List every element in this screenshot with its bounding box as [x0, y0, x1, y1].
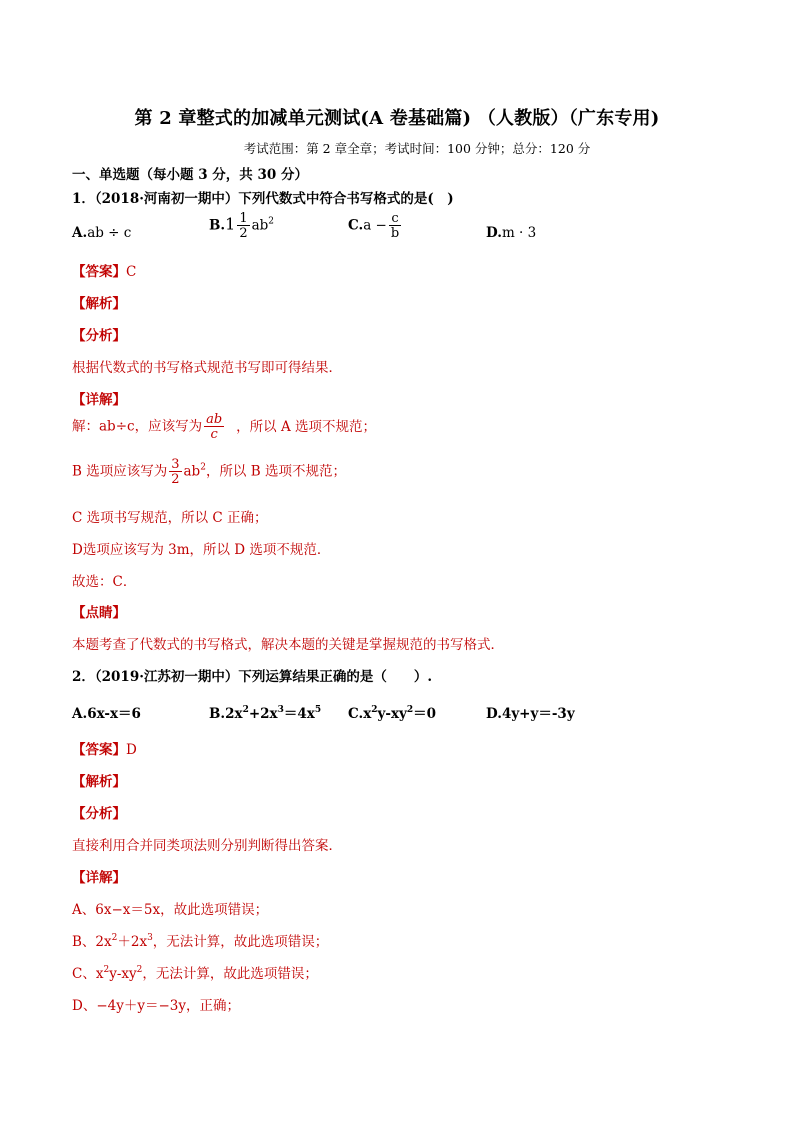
q1-option-b-fraction: $\frac{1}{2}$	[239, 211, 248, 241]
section-heading: 一、单选题（每小题 3 分，共 30 分）	[72, 167, 308, 183]
q1-dianjing-text: 本题考查了代数式的书写格式，解决本题的关键是掌握规范的书写格式．	[72, 637, 504, 653]
q2-jiexi-tag: 【解析】	[72, 774, 126, 790]
q1-option-d: D.m · 3	[486, 225, 537, 241]
q2-detail-line-b: B、$2x^2+2x^3$，无法计算，故此选项错误；	[72, 933, 329, 950]
q2-option-c: $C.x^2y-xy^2=0$	[348, 705, 437, 722]
q1-detail-line-4: D选项应该写为 3m，所以 D 选项不规范．	[72, 542, 331, 558]
q1-fenxi-tag: 【分析】	[72, 328, 126, 344]
q2-option-a: A.6x-x＝6	[72, 706, 141, 722]
q2-fenxi-text: 直接利用合并同类项法则分别判断得出答案．	[72, 838, 342, 854]
q1-detail-line-5: 故选：C．	[72, 574, 137, 590]
q1-option-b: B.1 $\frac{1}{2}$ $ab^2$	[209, 211, 275, 241]
q2-xiangjie-tag: 【详解】	[72, 870, 126, 886]
q1-option-c-fraction: $\frac{c}{b}$	[390, 211, 400, 241]
q1-detail-line-3: C 选项书写规范，所以 C 正确；	[72, 510, 268, 526]
q1-detail-2-fraction: $\frac{3}{2}$	[171, 457, 180, 487]
q1-detail-line-1: 解：ab÷c，应该写为 $\frac{ab}{c}$ ，所以 A 选项不规范；	[72, 412, 376, 442]
exam-info: 考试范围：第 2 章全章；考试时间：100 分钟；总分：120 分	[243, 141, 591, 156]
q2-detail-line-c: C、$x^2y-xy^2$，无法计算，故此选项错误；	[72, 965, 318, 982]
q2-detail-line-a: A、6x−x＝5x，故此选项错误；	[72, 902, 269, 918]
q2-detail-line-d: D、−4y＋y＝−3y，正确；	[72, 998, 241, 1014]
q1-fenxi-text: 根据代数式的书写格式规范书写即可得结果．	[72, 360, 342, 376]
q1-answer: 【答案】C	[72, 264, 137, 280]
q2-option-d: D.4y+y＝-3y	[486, 706, 575, 722]
q1-option-c: C.a − $\frac{c}{b}$	[348, 211, 400, 241]
q1-xiangjie-tag: 【详解】	[72, 392, 126, 408]
q1-jiexi-tag: 【解析】	[72, 296, 126, 312]
q1-dianjing-tag: 【点睛】	[72, 605, 126, 621]
q1-detail-line-2: B 选项应该写为 $\frac{3}{2}$ $ab^2$，所以 B 选项不规范；	[72, 457, 346, 487]
q2-fenxi-tag: 【分析】	[72, 806, 126, 822]
page-title: 第 2 章整式的加减单元测试(A 卷基础篇) （人教版）（广东专用)	[134, 108, 660, 129]
q1-detail-1-fraction: $\frac{ab}{c}$	[206, 412, 223, 442]
q1-option-a: A.ab ÷ c	[72, 225, 132, 241]
q2-stem: 2．（2019·江苏初一期中）下列运算结果正确的是（ ）.	[72, 669, 433, 685]
q2-option-b: $B.2x^2+2x^3=4x^5$	[209, 705, 322, 722]
q1-stem: 1．（2018·河南初一期中）下列代数式中符合书写格式的是( )	[72, 191, 454, 207]
q2-answer: 【答案】D	[72, 742, 137, 758]
